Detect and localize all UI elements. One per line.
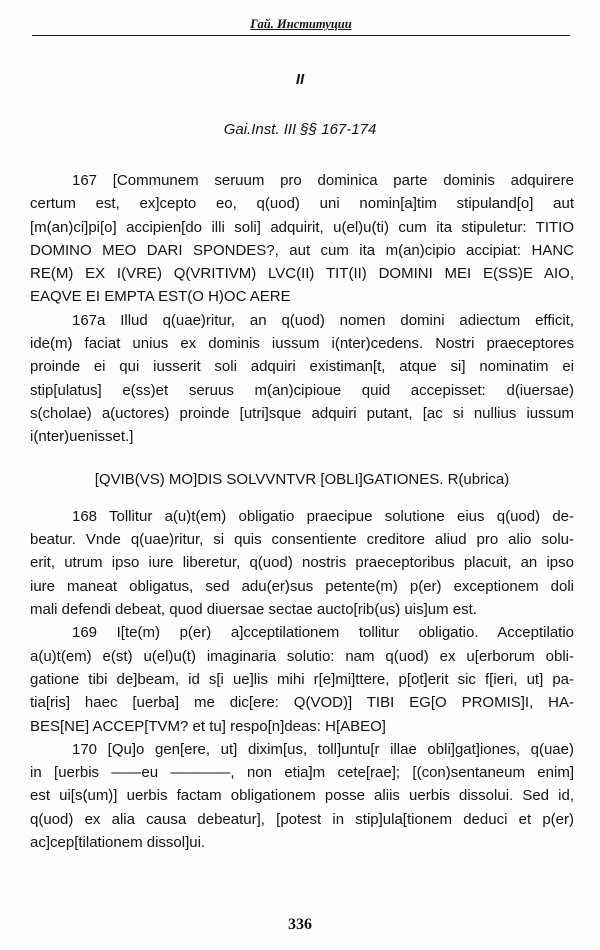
paragraph xyxy=(30,309,574,449)
paragraph xyxy=(30,505,574,621)
text-line: 168 Tollitur a(u)t(em) obligatio praecipue solutione eius q(uod) de- xyxy=(72,507,574,525)
text-line: BES[NE] ACCEP[TVM? et tu] respo[n]deas: H[ABEO] xyxy=(30,717,386,735)
paragraph xyxy=(30,738,574,854)
text-line: 169 I[te(m) p(er) a]cceptilationem tollitur obligatio. Acceptilatio xyxy=(72,624,574,642)
text-line: 167a Illud q(uae)ritur, an q(uod) nomen domini adiectum efficit, xyxy=(72,311,574,329)
text-line: a(u)t(em) e(st) u(el)u(t) imaginaria solutio: nam q(uod) ex u[erborum obli- xyxy=(30,647,574,665)
main-text xyxy=(30,169,574,854)
page-number: 336 xyxy=(288,916,312,933)
text-line: iure maneat obligatus, sed adu(er)sus petente(m) p(er) exceptionem doli xyxy=(30,577,574,595)
text-line: 170 [Qu]o gen[ere, ut] dixim[us, toll]untu[r illae obli]gat]iones, q(uae) xyxy=(72,740,574,758)
section-number: II xyxy=(295,71,305,88)
text-line: DOMINO MEO DARI SPONDES?, aut cum ita m(an)cipio accipiat: HANC xyxy=(30,241,574,259)
text-line: [m(an)ci]pi[o] accipien[do illi soli] adquirit, u(el)u(ti) cum ita stipuletur: TITIO xyxy=(30,218,574,236)
text-line: in [uerbis ——eu ————, non etia]m cete[rae]; [(con)sentaneum enim] xyxy=(30,764,574,782)
text-line: tia[ris] haec [uerba] me dic[ere: Q(VOD)] TIBI EG[O PROMIS]I, HA- xyxy=(30,694,574,712)
header-rule xyxy=(32,35,570,36)
text-line: ac]cep[tilationem dissol]ui. xyxy=(30,834,206,852)
text-line: gatione tibi de]beam, id s[i ue]lis mihi r[e]mi]ttere, p[ot]erit sic f[ieri, ut] pa- xyxy=(30,670,574,688)
text-line: proinde ei qui iusserit soli adquiri existiman[t, atque si] nominatim ei xyxy=(30,358,574,376)
rubric-heading: [QVIB(VS) MO]DIS SOLVVNTVR [OBLI]GATIONES. R(ubrica) xyxy=(94,470,510,488)
text-line: beatur. Vnde q(uae)ritur, si quis consentiente creditore aliud pro alio solu- xyxy=(30,531,574,549)
text-line: certum est, ex]cepto eo, q(uod) uni nomin[a]tim stipuland[o] aut xyxy=(30,195,574,213)
text-line: erit, utrum ipso iure liberetur, q(uod) nostris praeceptoribus placuit, an ipso xyxy=(30,554,574,572)
text-line: RE(M) EX I(VRE) Q(VRITIVM) LVC(II) TIT(II) DOMINI MEI E(SS)E AIO, xyxy=(30,265,574,283)
running-head: Гай. Институции xyxy=(250,17,352,31)
text-line: i(nter)uenisset.] xyxy=(30,428,134,446)
text-line: s(cholae) a(uctores) proinde [utri]sque adquiri putant, [ac si nullius iussum xyxy=(30,404,574,422)
text-line: ide(m) faciat unius ex dominis iussum i(nter)cedens. Nostri praeceptores xyxy=(30,335,574,353)
paragraph xyxy=(30,169,574,309)
text-line: EAQVE EI EMPTA EST(O H)OC AERE xyxy=(30,288,291,306)
text-line: est ui[s(um)] uerbis factam obligationem posse aliis uerbis dissolui. Sed id, xyxy=(30,787,574,805)
text-line: q(uod) ex alia causa debeatur], [potest in stip]ula[tionem deduci et p(er) xyxy=(30,810,574,828)
text-line: mali defendi debeat, quod diuersae sectae aucto[rib(us) uis]um est. xyxy=(30,601,477,619)
text-line: 167 [Communem seruum pro dominica parte dominis adquirere xyxy=(72,172,574,189)
text-line: stip[ulatus] e(ss)et seruus m(an)cipioue quid accepisset: d(iuersae) xyxy=(30,381,574,399)
source-reference: Gai.Inst. III §§ 167-174 xyxy=(223,121,377,138)
paragraph xyxy=(30,621,574,737)
